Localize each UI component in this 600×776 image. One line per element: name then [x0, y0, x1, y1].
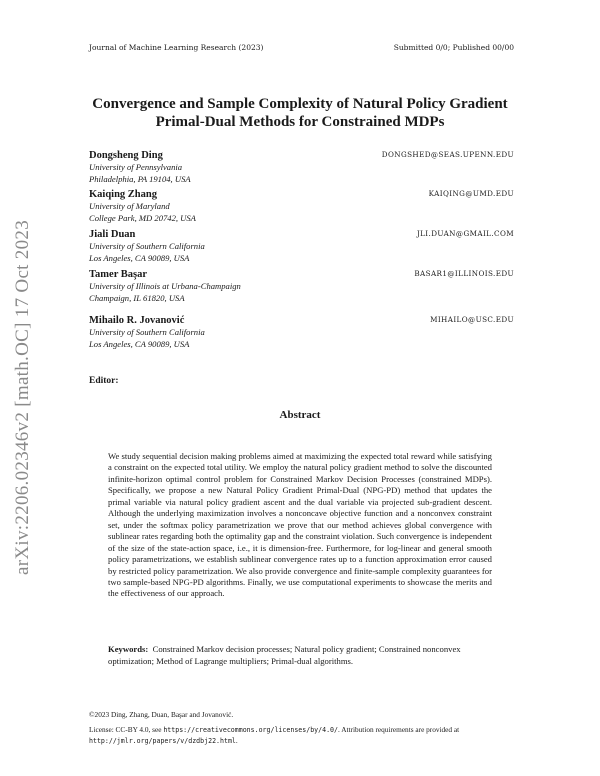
author-name: Tamer Başar	[89, 269, 148, 280]
author-address: Champaign, IL 61820, USA	[89, 292, 185, 303]
keywords	[108, 644, 492, 667]
author-affiliation: University of Maryland	[89, 201, 170, 211]
license-prefix: License: CC-BY 4.0, see	[89, 725, 164, 734]
author-affiliation: University of Pennsylvania	[89, 162, 183, 172]
author-name: Kaiqing Zhang	[89, 189, 157, 200]
author-affiliation: University of Southern California	[89, 327, 205, 337]
author-address: Los Angeles, CA 90089, USA	[89, 338, 190, 349]
editor-label: Editor:	[89, 376, 119, 386]
abstract-text: We study sequential decision making problems aimed at maximizing the expected total reward while satisfying a constraint on the expected total utility. We employ the natural policy gradient method to solve the discounted infinite-horizon optimal control problem for Constrained Markov Decision Processes (constrained MDPs). Specifically, we propose a new Natural Policy Gradient Primal-Dual (NPG-PD) method that updates the primal variable via natural policy gradient ascent and the dual variable via projected sub-gradient descent. Although the underlying maximization involves a nonconcave objective function and a nonconvex constraint set, under the softmax policy parametrization we prove that our method achieves global convergence with sublinear rates regarding both the optimality gap and the constraint violation. Such convergence is independent of the size of the state-action space, i.e., it is dimension-free. Furthermore, for log-linear and general smooth policy parametrizations, we establish sublinear convergence rates up to a function approximation error caused by restricted policy parametrization. We also provide convergence and finite-sample complexity guarantees for two sample-based NPG-PD algorithms. Finally, we use computational experiments to showcase the merits and the effectiveness of our approach.	[108, 451, 492, 599]
license-link[interactable]: https://creativecommons.org/licenses/by/4.0/	[163, 726, 338, 734]
author-email[interactable]: BASAR1@ILLINOIS.EDU	[414, 269, 514, 278]
paper-title: Convergence and Sample Complexity of Natural Policy Gradient Primal-Dual Methods for Constrained MDPs	[92, 96, 508, 130]
author-block	[89, 149, 514, 185]
arxiv-stamp[interactable]: arXiv:2206.02346v2 [math.OC] 17 Oct 2023	[12, 219, 33, 575]
author-email[interactable]: DONGSHED@SEAS.UPENN.EDU	[381, 150, 514, 159]
author-block	[89, 188, 514, 224]
author-name: Dongsheng Ding	[89, 150, 163, 161]
author-email[interactable]: JLI.DUAN@GMAIL.COM	[416, 229, 514, 238]
journal-header: Journal of Machine Learning Research (2023)	[89, 43, 264, 52]
attribution-link[interactable]: http://jmlr.org/papers/v/dzdbj22.html	[89, 736, 236, 745]
keywords-label: Keywords:	[108, 644, 149, 654]
author-name: Mihailo R. Jovanović	[89, 315, 185, 326]
author-address: Los Angeles, CA 90089, USA	[89, 252, 190, 263]
author-block	[89, 228, 514, 264]
copyright-line: ©2023 Ding, Zhang, Duan, Başar and Jovanović.	[89, 710, 234, 719]
author-address: Philadelphia, PA 19104, USA	[89, 173, 191, 184]
license-notice	[89, 725, 514, 746]
license-middle: . Attribution requirements are provided at	[337, 725, 460, 734]
author-block	[89, 268, 514, 304]
author-affiliation: University of Illinois at Urbana-Champaign	[89, 281, 241, 291]
author-email[interactable]: KAIQING@UMD.EDU	[428, 189, 514, 198]
license-end: .	[235, 735, 238, 745]
abstract-heading: Abstract	[279, 409, 321, 421]
author-name: Jiali Duan	[89, 229, 136, 240]
author-address: College Park, MD 20742, USA	[89, 212, 196, 223]
keywords-text: Constrained Markov decision processes; Natural policy gradient; Constrained nonconvex optimization; Method of Lagrange multipliers; Primal-dual algorithms.	[108, 644, 461, 666]
author-affiliation: University of Southern California	[89, 241, 205, 251]
submission-dates: Submitted 0/0; Published 00/00	[393, 43, 514, 52]
author-block	[89, 314, 514, 350]
author-email[interactable]: MIHAILO@USC.EDU	[430, 315, 514, 324]
